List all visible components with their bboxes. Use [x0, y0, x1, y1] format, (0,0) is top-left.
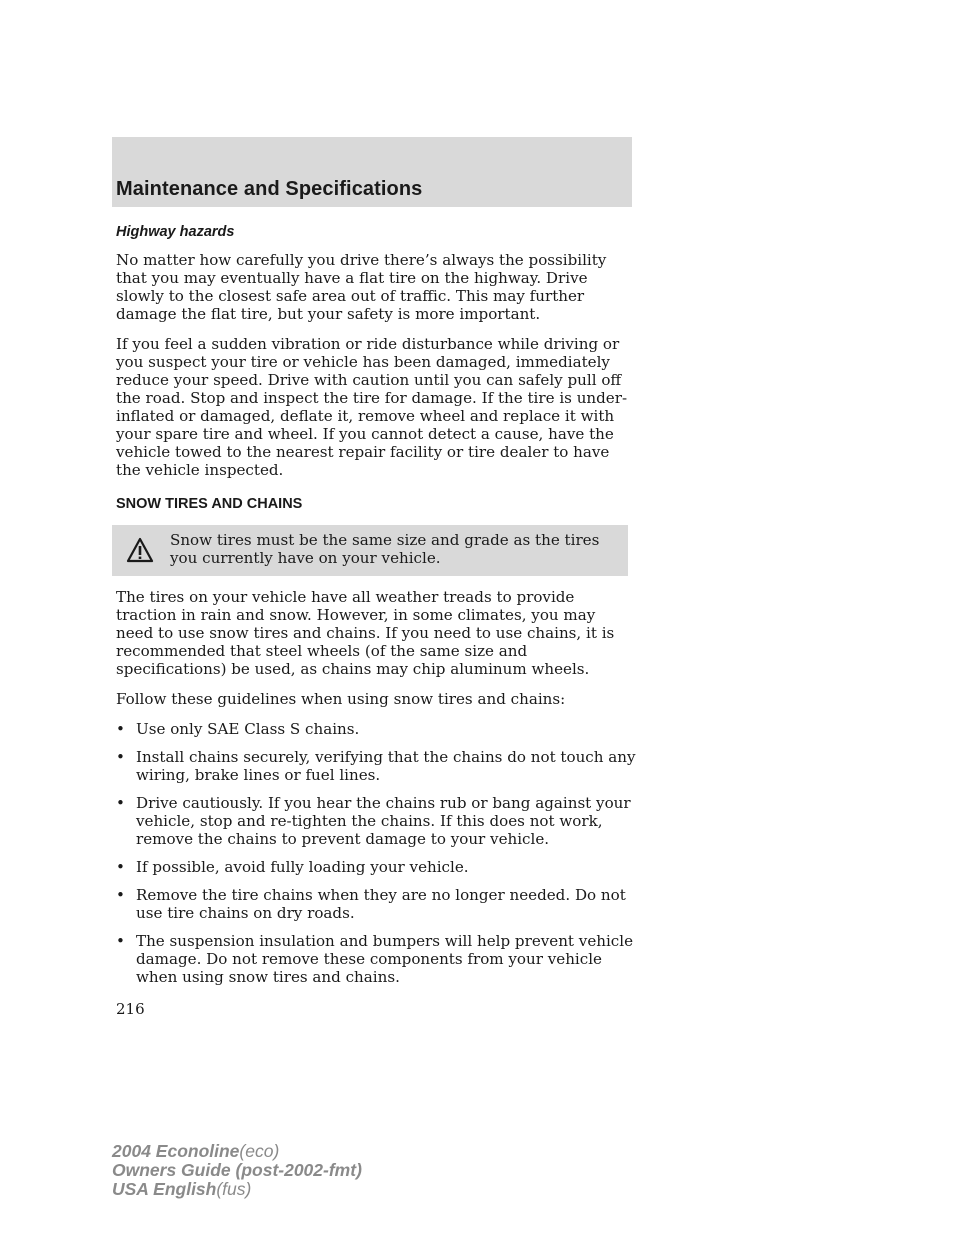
footer-language: USA English — [112, 1179, 217, 1199]
list-item — [116, 794, 636, 848]
footer-line — [112, 1180, 362, 1199]
bullet-mark: • — [116, 886, 125, 904]
list-item — [116, 720, 636, 738]
footer-line — [112, 1161, 362, 1180]
page-content — [116, 223, 636, 1018]
bullet-mark: • — [116, 794, 125, 812]
list-item — [116, 886, 636, 922]
list-item — [116, 932, 636, 986]
list-item-text: If possible, avoid fully loading your vehicle. — [136, 858, 469, 876]
bullet-mark: • — [116, 858, 125, 876]
paragraph: The tires on your vehicle have all weather treads to provide traction in rain and snow. However, in some climates, you may need to use snow tires and chains. If you need to use chains, it is recommended that steel wheels (of the same size and specifications) be used, as chains may chip aluminum wheels. — [116, 588, 615, 678]
page-title: Maintenance and Specifications — [116, 178, 423, 200]
bullet-mark: • — [116, 932, 125, 950]
warning-text: Snow tires must be the same size and grade as the tires you currently have on your vehicle. — [170, 531, 600, 567]
page-number: 216 — [116, 1000, 145, 1018]
warning-icon — [126, 537, 154, 563]
highway-hazards-subhead: Highway hazards — [116, 224, 235, 240]
list-item — [116, 748, 636, 784]
bullet-mark: • — [116, 720, 125, 738]
footer-line — [112, 1142, 362, 1161]
bullet-mark: • — [116, 748, 125, 766]
list-item-text: The suspension insulation and bumpers will help prevent vehicle damage. Do not remove these components from your vehicle when using snow tires and chains. — [136, 932, 634, 986]
snow-tires-heading: SNOW TIRES AND CHAINS — [116, 496, 303, 512]
footer — [112, 1142, 362, 1199]
paragraph: Follow these guidelines when using snow tires and chains: — [116, 690, 566, 708]
footer-model: 2004 Econoline — [112, 1141, 240, 1161]
paragraph: No matter how carefully you drive there’s always the possibility that you may eventually have a flat tire on the highway. Drive slowly to the closest safe area out of traffic. This may further damage the flat tire, but your safety is more important. — [116, 251, 607, 323]
list-item-text: Use only SAE Class S chains. — [136, 720, 360, 738]
paragraph: If you feel a sudden vibration or ride disturbance while driving or you suspect your tire or vehicle has been damaged, immediately reduce your speed. Drive with caution until you can safely pull off the road. Stop and inspect the tire for damage. If the tire is under-inflated or damaged, deflate it, remove wheel and replace it with your spare tire and wheel. If you cannot detect a cause, have the vehicle towed to the nearest repair facility or tire dealer to have the vehicle inspected. — [116, 335, 628, 479]
footer-language-code: (fus) — [216, 1179, 252, 1199]
warning-box — [112, 525, 628, 576]
footer-guide: Owners Guide (post-2002-fmt) — [112, 1160, 362, 1180]
list-item — [116, 858, 636, 876]
list-item-text: Drive cautiously. If you hear the chains rub or bang against your vehicle, stop and re-tighten the chains. If this does not work, remove the chains to prevent damage to your vehicle. — [136, 794, 631, 848]
footer-model-code: (eco) — [239, 1141, 280, 1161]
list-item-text: Remove the tire chains when they are no longer needed. Do not use tire chains on dry roads. — [136, 886, 626, 922]
list-item-text: Install chains securely, verifying that the chains do not touch any wiring, brake lines or fuel lines. — [136, 748, 636, 784]
